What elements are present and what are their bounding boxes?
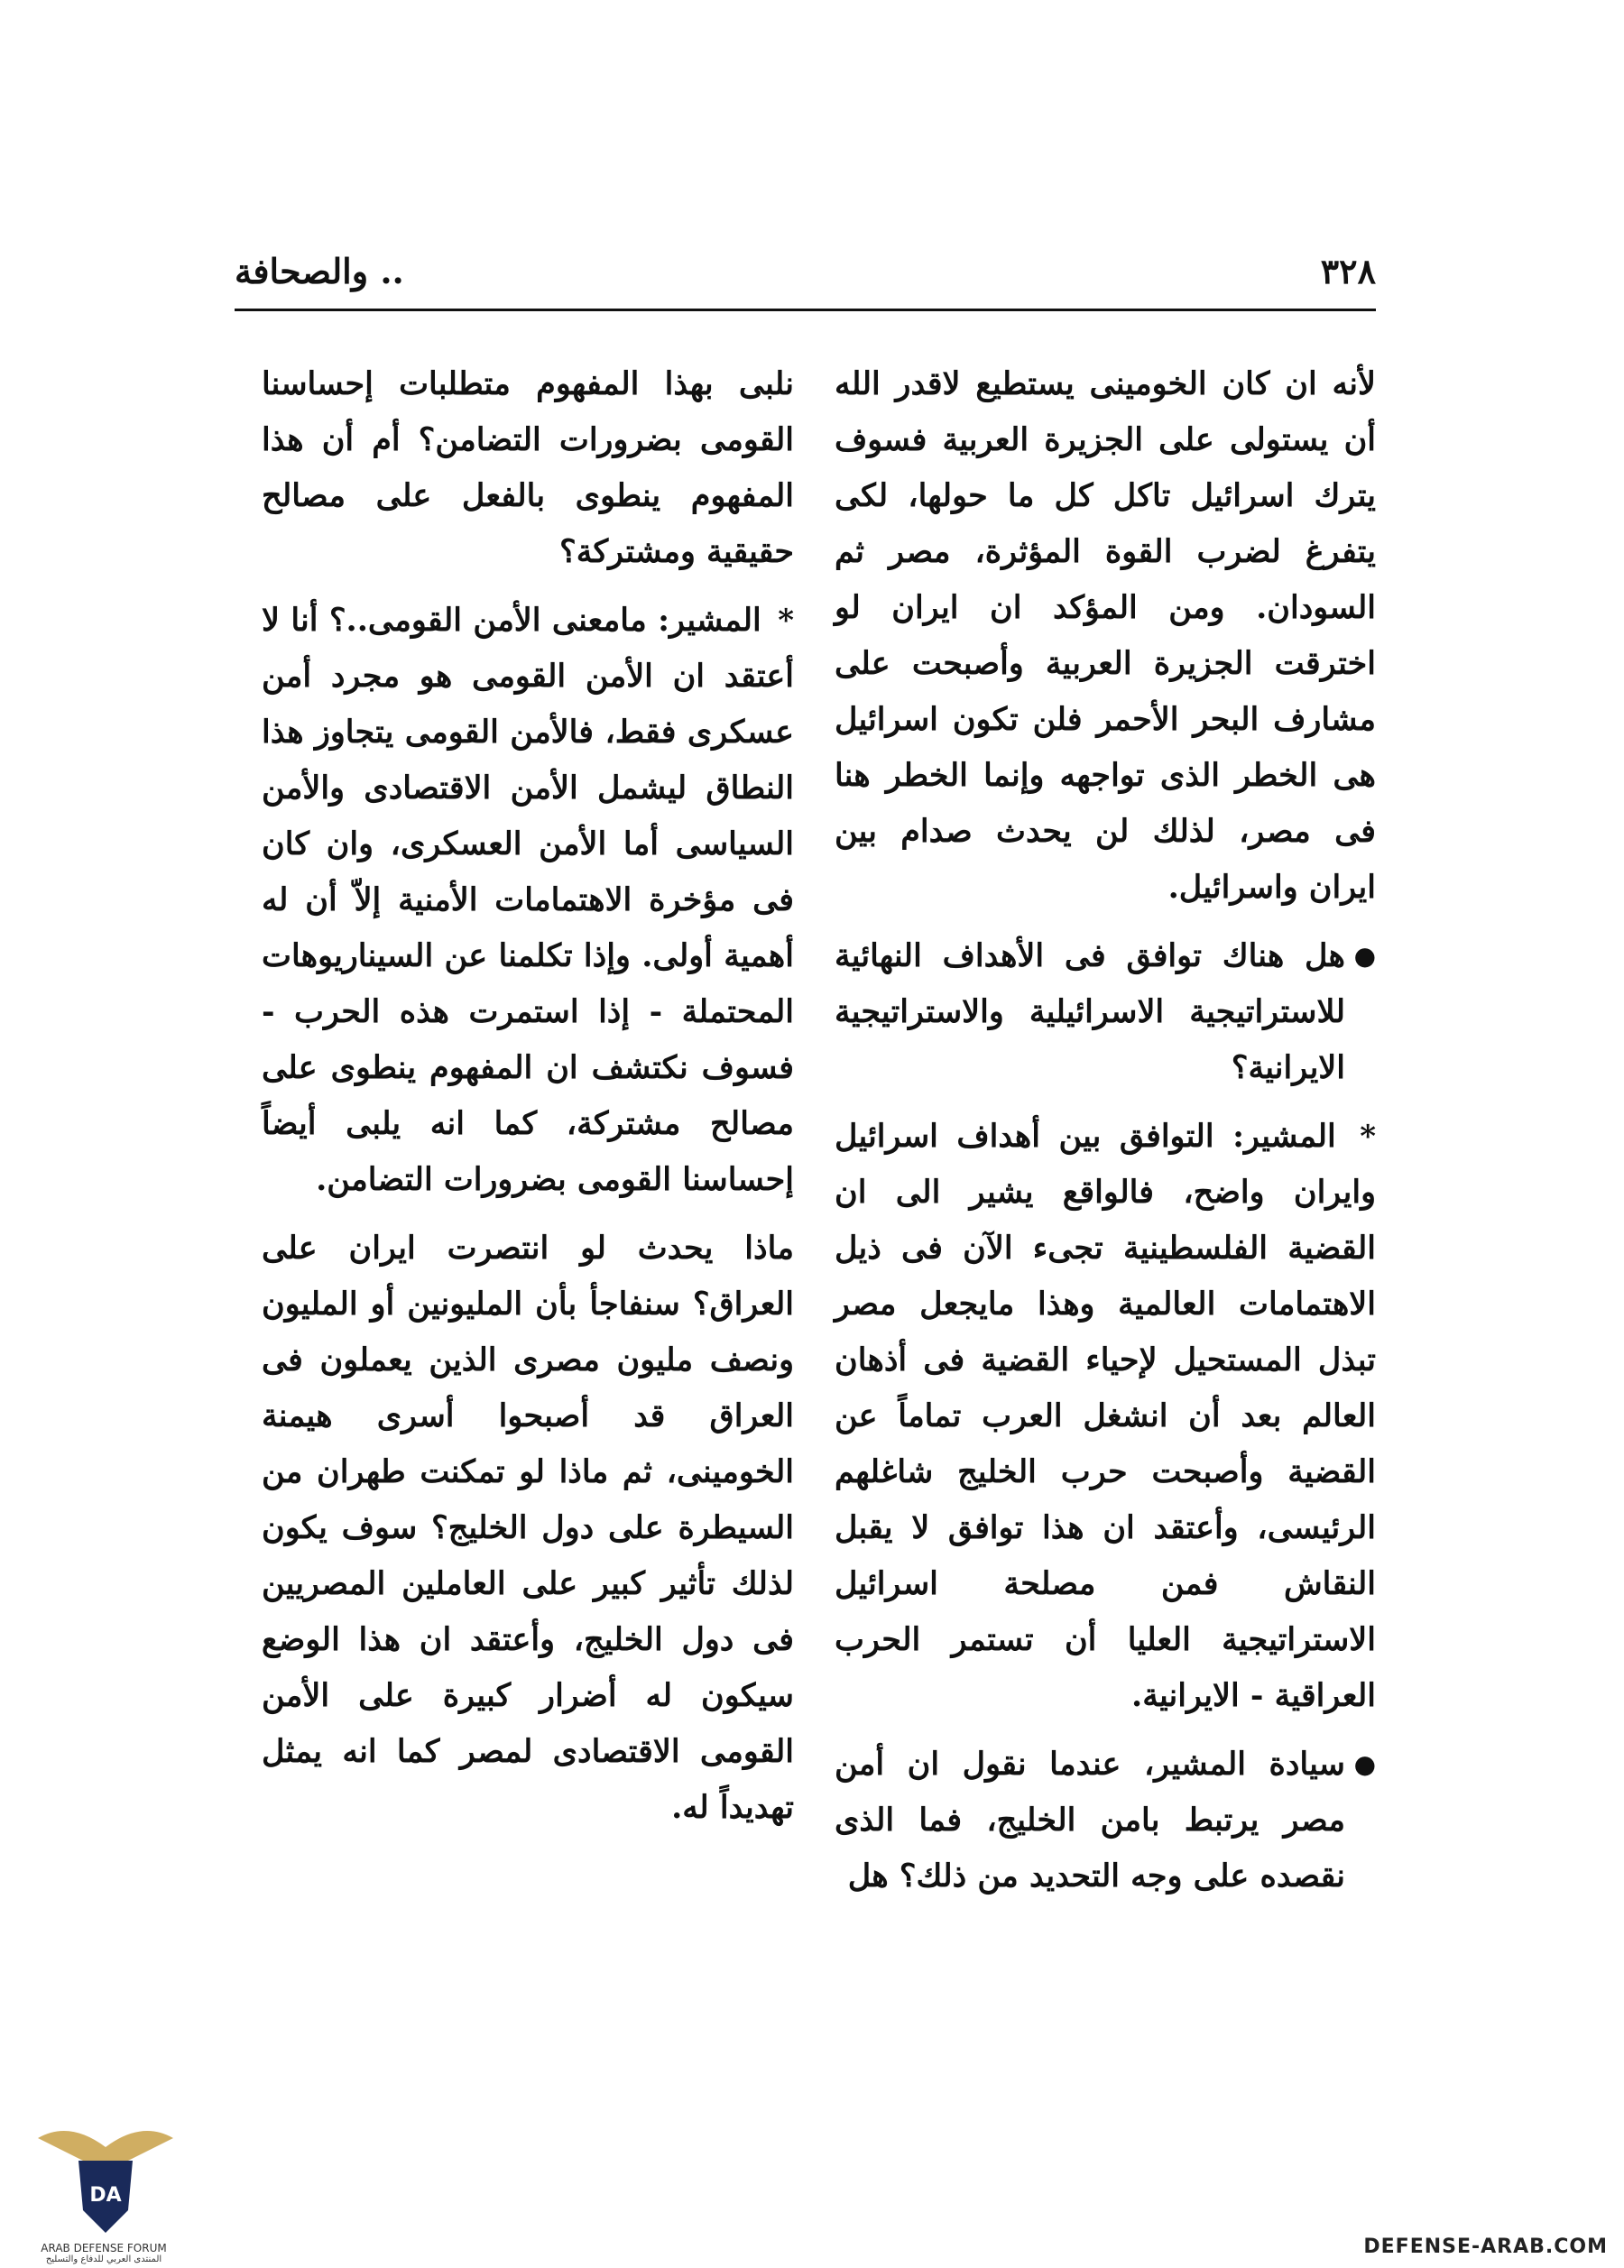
question-text: هل هناك توافق فى الأهداف النهائية للاستراتيجية الاسرائيلية والاستراتيجية الايرانية؟ bbox=[835, 937, 1345, 1086]
logo-caption-ar: المنتدى العربي للدفاع والتسليح bbox=[45, 2254, 162, 2264]
answer-paragraph bbox=[835, 1109, 1376, 1724]
answer-text: المشير: مامعنى الأمن القومى..؟ أنا لا أعتقد ان الأمن القومى هو مجرد أمن عسكرى فقط، فالأمن القومى يتجاوز هذا النطاق ليشمل الأمن الاقتصادى والأمن السياسى أما الأمن العسكرى، وان كان فى مؤخرة الاهتمامات الأمنية إلاّ أن له أهمية أولى. وإذا تكلمنا عن السيناريوهات المحتملة - إذا استمرت هذه الحرب - فسوف نكتشف ان المفهوم ينطوى على مصالح مشتركة، كما انه يلبى أيضاً إحساسنا القومى بضرورات التضامن. bbox=[262, 602, 794, 1198]
running-head: .. والصحافة bbox=[235, 251, 404, 291]
question-paragraph bbox=[835, 1737, 1376, 1904]
star-icon: * bbox=[778, 603, 794, 639]
answer-text: المشير: التوافق بين أهداف اسرائيل وايران واضح، فالواقع يشير الى ان القضية الفلسطينية تجىء الآن فى ذيل الاهتمامات العالمية وهذا مايجعل مصر تبذل المستحيل لإحياء القضية فى أذهان العالم بعد أن انشغل العرب تماماً عن القضية وأصبحت حرب الخليج شاغلهم الرئيسى، وأعتقد ان هذا توافق لا يقبل النقاش فمن مصلحة اسرائيل الاستراتيجية العليا أن تستمر الحرب العراقية - الايرانية. bbox=[835, 1118, 1376, 1714]
logo-caption-en: ARAB DEFENSE FORUM bbox=[41, 2242, 167, 2254]
left-column bbox=[262, 356, 794, 1849]
paragraph: ماذا يحدث لو انتصرت ايران على العراق؟ سنفاجأ بأن المليونين أو المليون ونصف مليون مصرى الذين يعملون فى العراق قد أصبحوا أسرى هيمنة الخومينى، ثم ماذا لو تمكنت طهران من السيطرة على دول الخليج؟ سوف يكون لذلك تأثير كبير على العاملين المصريين فى دول الخليج، وأعتقد ان هذا الوضع سيكون له أضرار كبيرة على الأمن القومى الاقتصادى لمصر كما انه يمثل تهديداً له. bbox=[262, 1230, 794, 1826]
bullet-icon: ● bbox=[1353, 1749, 1376, 1779]
question-paragraph bbox=[835, 928, 1376, 1096]
site-watermark: DEFENSE-ARAB.COM bbox=[1363, 2236, 1608, 2258]
star-icon: * bbox=[1360, 1119, 1376, 1155]
page-number: ٣٢٨ bbox=[1320, 251, 1376, 291]
header-rule bbox=[235, 309, 1376, 311]
answer-paragraph bbox=[262, 593, 794, 1208]
logo-caption bbox=[18, 2242, 189, 2264]
page-header bbox=[235, 251, 1376, 303]
bullet-icon: ● bbox=[1353, 941, 1376, 971]
right-column bbox=[835, 356, 1376, 1917]
eagle-shield-icon bbox=[29, 2111, 182, 2246]
paragraph: نلبى بهذا المفهوم متطلبات إحساسنا القومى بضرورات التضامن؟ أم أن هذا المفهوم ينطوى بالفعل على مصالح حقيقية ومشتركة؟ bbox=[262, 365, 794, 570]
logo-initials: DA bbox=[89, 2184, 122, 2207]
question-text: سيادة المشير، عندما نقول ان أمن مصر يرتبط بامن الخليج، فما الذى نقصده على وجه التحديد من ذلك؟ هل bbox=[835, 1746, 1345, 1895]
paragraph: لأنه ان كان الخومينى يستطيع لاقدر الله أن يستولى على الجزيرة العربية فسوف يترك اسرائيل تاكل كل ما حولها، لكى يتفرغ لضرب القوة المؤثرة، مصر ثم السودان. ومن المؤكد ان ايران لو اخترقت الجزيرة العربية وأصبحت على مشارف البحر الأحمر فلن تكون اسرائيل هى الخطر الذى تواجهه وإنما الخطر هنا فى مصر، لذلك لن يحدث صدام بين ايران واسرائيل. bbox=[835, 365, 1376, 906]
